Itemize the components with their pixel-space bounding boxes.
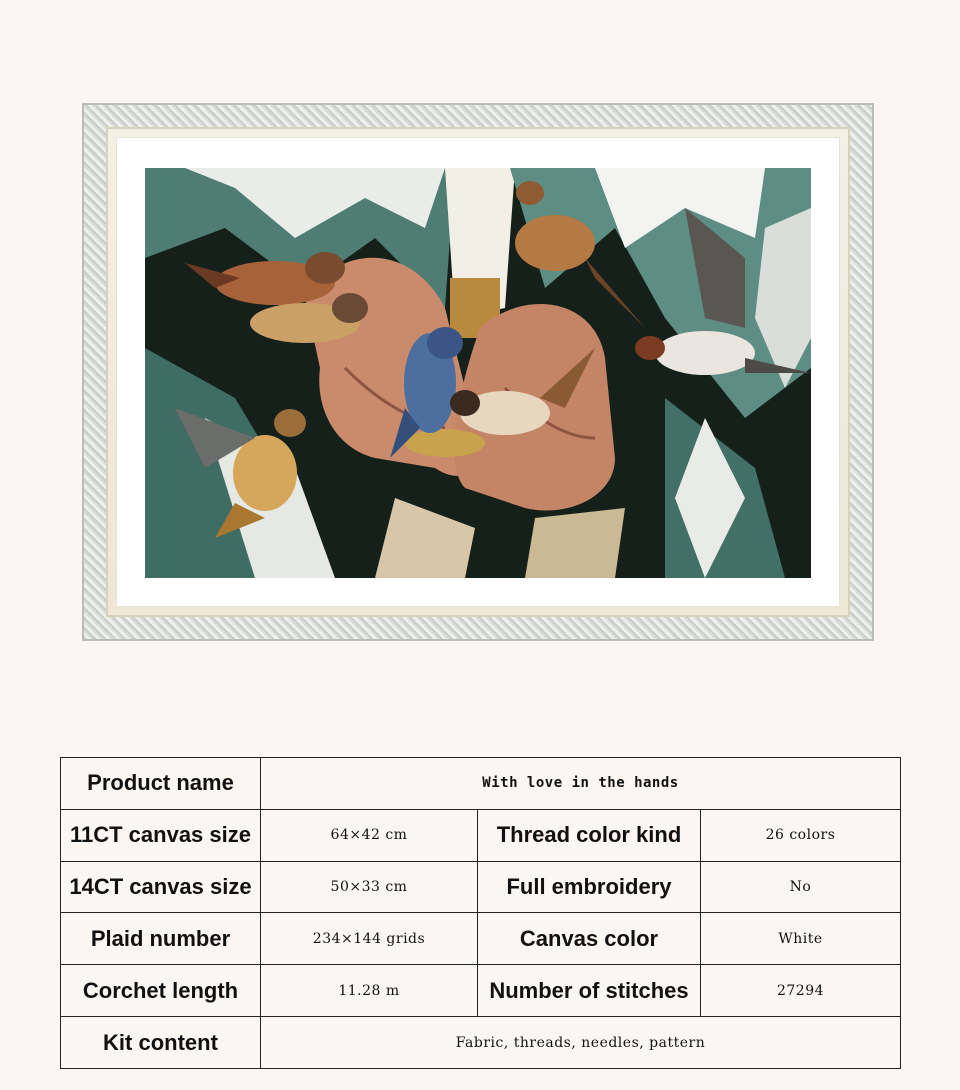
full-embroidery-value: No — [701, 861, 901, 913]
table-row — [61, 965, 901, 1017]
table-row — [61, 913, 901, 965]
table-row — [61, 758, 901, 810]
kit-content-value: Fabric, threads, needles, pattern — [261, 1017, 901, 1069]
canvas-color-value: White — [701, 913, 901, 965]
thread-color-kind-label: Thread color kind — [478, 809, 701, 861]
full-embroidery-label: Full embroidery — [478, 861, 701, 913]
table-row — [61, 1017, 901, 1069]
product-name-value: With love in the hands — [261, 758, 901, 810]
corchet-length-label: Corchet length — [61, 965, 261, 1017]
table-row — [61, 809, 901, 861]
kit-content-label: Kit content — [61, 1017, 261, 1069]
cross-stitch-artwork — [145, 168, 811, 578]
corchet-length-value: 11.28 m — [261, 965, 478, 1017]
table-row — [61, 861, 901, 913]
plaid-number-label: Plaid number — [61, 913, 261, 965]
canvas-14ct-label: 14CT canvas size — [61, 861, 261, 913]
canvas-11ct-label: 11CT canvas size — [61, 809, 261, 861]
thread-color-kind-value: 26 colors — [701, 809, 901, 861]
spec-table — [60, 757, 901, 1069]
canvas-11ct-value: 64×42 cm — [261, 809, 478, 861]
number-of-stitches-value: 27294 — [701, 965, 901, 1017]
product-name-label: Product name — [61, 758, 261, 810]
canvas-14ct-value: 50×33 cm — [261, 861, 478, 913]
canvas-color-label: Canvas color — [478, 913, 701, 965]
number-of-stitches-label: Number of stitches — [478, 965, 701, 1017]
plaid-number-value: 234×144 grids — [261, 913, 478, 965]
artwork-illustration — [145, 168, 811, 578]
